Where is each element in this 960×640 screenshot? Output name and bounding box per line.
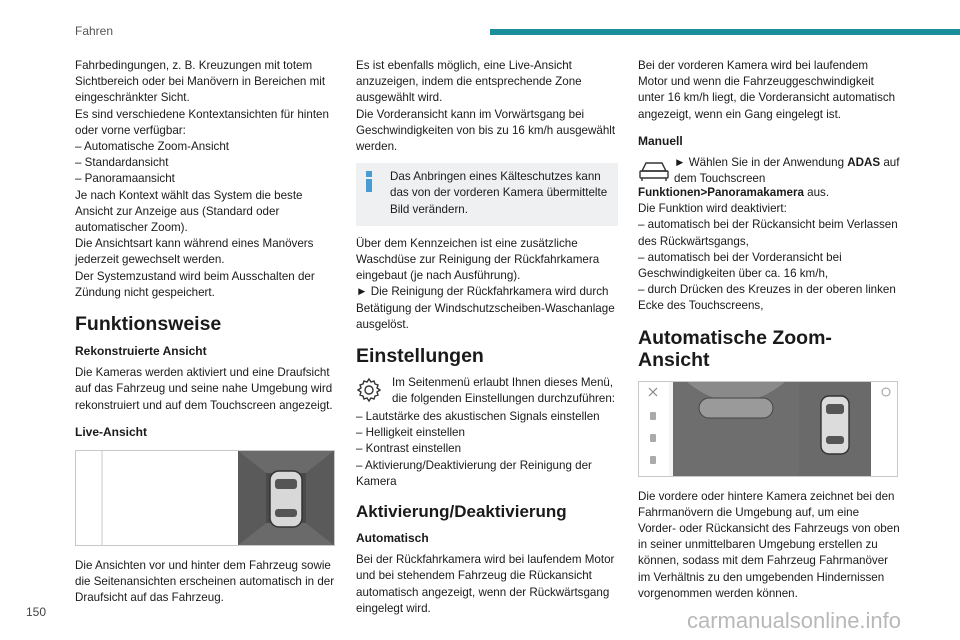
header-title: Fahren xyxy=(75,24,114,38)
info-text: Das Anbringen eines Kälteschutzes kann das von der vorderen Kamera übermittelte Bild verändern. xyxy=(390,170,608,216)
list-item: – Kontrast einstellen xyxy=(356,442,462,456)
paragraph: Die vordere oder hintere Kamera zeichnet bei den Fahrmanövern die Umgebung auf, um eine Vorder- oder Rückansicht des Fahrzeugs von oben in seiner unmittelbaren Umgebung erstellen zu können, sodass mit dem Fahrzeug Fahrmanöver im Verhältnis zu den umgebenden Hindernissen vorgenommen werden können. xyxy=(638,489,900,600)
info-icon xyxy=(366,171,372,193)
heading-funktionsweise: Funktionsweise xyxy=(75,313,222,336)
heading-einstellungen: Einstellungen xyxy=(356,345,484,368)
page-number: 150 xyxy=(26,605,47,619)
settings-intro xyxy=(356,375,618,409)
paragraph: Die Kameras werden aktiviert und eine Draufsicht auf das Fahrzeug und seine nahe Umgebung wird rekonstruiert und auf dem Touchscreen angezeigt. xyxy=(75,366,333,412)
car-front-icon xyxy=(638,157,670,183)
zoom-view-figure xyxy=(638,381,898,477)
list-item: – automatisch bei der Vorderansicht bei Geschwindigkeiten über ca. 16 km/h, xyxy=(638,250,842,281)
gear-icon xyxy=(356,377,382,403)
list-item: – durch Drücken des Kreuzes in der oberen linken Ecke des Touchscreens, xyxy=(638,283,896,313)
manual-instruction xyxy=(638,155,900,189)
instruction-text: aus. xyxy=(803,186,830,200)
paragraph: Bei der vorderen Kamera wird bei laufendem Motor und wenn die Fahrzeuggeschwindigkeit unter 16 km/h liegt, die Vorderansicht automatisch angezeigt, wenn ein Gang eingelegt ist. xyxy=(638,59,896,121)
list-item: – Lautstärke des akustischen Signals einstellen xyxy=(356,410,600,424)
paragraph: Es ist ebenfalls möglich, eine Live-Ansicht anzuzeigen, indem die entsprechende Zone ausgewählt wird. xyxy=(356,59,582,105)
heading-aktivierung: Aktivierung/Deaktivierung xyxy=(356,502,567,522)
live-view-figure xyxy=(75,450,335,546)
list-item: – Aktivierung/Deaktivierung der Reinigung der Kamera xyxy=(356,458,592,488)
list-item: – automatisch bei der Rückansicht beim Verlassen des Rückwärtsgangs, xyxy=(638,218,898,248)
column-1 xyxy=(75,58,337,607)
column-2 xyxy=(356,58,618,617)
subheading-live: Live-Ansicht xyxy=(75,424,148,439)
instruction-text: ► Wählen Sie in der Anwendung xyxy=(674,156,848,170)
column-3 xyxy=(638,58,900,602)
intro-line: Die Ansichtsart kann während eines Manövers jederzeit gewechselt werden. xyxy=(75,237,314,267)
intro-line: Fahrbedingungen, z. B. Kreuzungen mit totem Sichtbereich oder bei Manövern in Bereichen mit eingeschränkter Sicht. xyxy=(75,59,326,105)
paragraph: Bei der Rückfahrkamera wird bei laufendem Motor und bei stehendem Fahrzeug die Rückansicht automatisch angezeigt, wenn der Rückwärtsgang eingelegt wird. xyxy=(356,553,615,615)
paragraph: Die Funktion wird deaktiviert: xyxy=(638,202,787,216)
figure-caption: Die Ansichten vor und hinter dem Fahrzeug sowie die Seitenansichten erscheinen automatisch in der Draufsicht auf das Fahrzeug. xyxy=(75,559,335,605)
heading-zoom: Automatische Zoom-Ansicht xyxy=(638,326,832,371)
list-item: – Standardansicht xyxy=(75,156,169,170)
zoom-screen-illustration xyxy=(639,382,897,476)
intro-line: Es sind verschiedene Kontextansichten für hinten oder vorne verfügbar: xyxy=(75,107,329,137)
info-box xyxy=(356,163,618,226)
list-item: – Automatische Zoom-Ansicht xyxy=(75,140,230,154)
adas-label: ADAS xyxy=(847,156,881,170)
intro-line: Der Systemzustand wird beim Ausschalten der Zündung nicht gespeichert. xyxy=(75,269,315,299)
side-controls xyxy=(650,412,656,464)
subheading-rekonstruiert: Rekonstruierte Ansicht xyxy=(75,344,207,359)
subheading-automatisch: Automatisch xyxy=(356,531,429,546)
paragraph: Die Vorderansicht kann im Vorwärtsgang bei Geschwindigkeiten von bis zu 16 km/h ausgewählt werden. xyxy=(356,107,616,154)
list-item: – Panoramaansicht xyxy=(75,172,175,186)
watermark: carmanualsonline.info xyxy=(687,608,902,633)
list-item: – Helligkeit einstellen xyxy=(356,426,465,440)
camera-view-illustration xyxy=(76,451,334,545)
instruction-text: auf dem Touchscreen xyxy=(674,156,900,186)
subheading-manuell: Manuell xyxy=(638,133,683,148)
menu-path: Funktionen>Panoramakamera xyxy=(638,186,804,200)
intro-line: Je nach Kontext wählt das System die beste Ansicht zur Anzeige aus (Standard oder automatischer Zoom). xyxy=(75,188,303,235)
instruction: ► Die Reinigung der Rückfahrkamera wird durch Betätigung der Windschutzscheiben-Waschanlage ausgelöst. xyxy=(356,285,615,331)
paragraph: Über dem Kennzeichen ist eine zusätzliche Waschdüse zur Reinigung der Rückfahrkamera eingebaut (je nach Ausführung). xyxy=(356,236,600,283)
header-accent-bar xyxy=(490,29,960,35)
paragraph: Im Seitenmenü erlaubt Ihnen dieses Menü, die folgenden Einstellungen durchzuführen: xyxy=(392,376,616,406)
